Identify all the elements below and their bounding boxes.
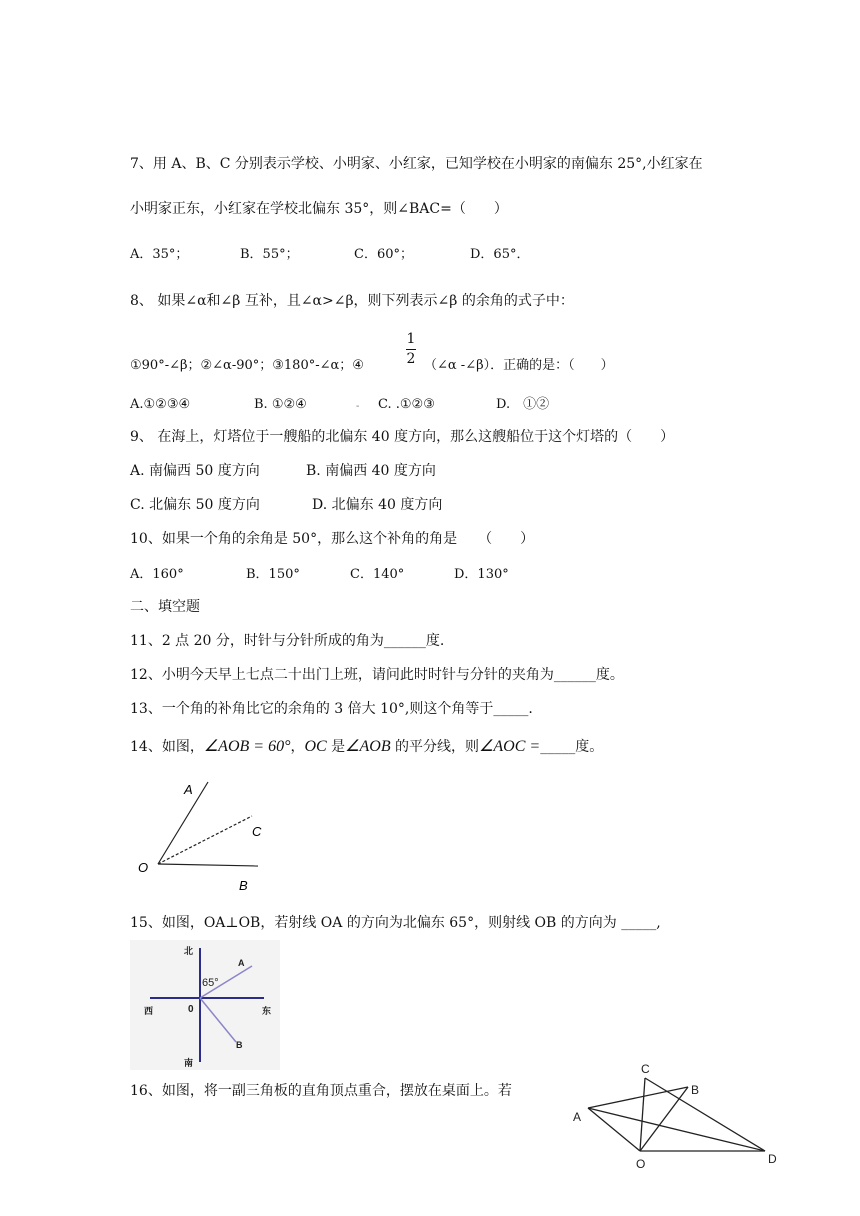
segment-cd — [645, 1078, 765, 1151]
segment-co — [640, 1078, 645, 1151]
label-a: A — [573, 1110, 582, 1124]
q9-line1: 9、 在海上，灯塔位于一艘船的北偏东 40 度方向，那么这艘船位于这个灯塔的（ ） — [130, 429, 675, 445]
label-angle: 65° — [202, 977, 219, 989]
q14-expr-oc: OC — [304, 738, 327, 755]
label-b: B — [239, 878, 248, 893]
q14-expr-aob: ∠AOB — [345, 738, 391, 755]
q8-frac-numerator: 1 — [406, 331, 416, 347]
q7-option-d: D．65°． — [470, 247, 530, 262]
q10-option-c: C．140° — [350, 567, 405, 582]
segment-ab — [588, 1087, 688, 1108]
q11-text: 11、2 点 20 分，时针与分针所成的角为______度. — [130, 633, 445, 649]
q9-option-a: A. 南偏西 50 度方向 — [130, 463, 260, 479]
q8-option-b: B. ①②④ — [254, 397, 307, 412]
q14-prefix: 14、如图， — [130, 739, 204, 755]
label-c: C — [641, 1062, 650, 1076]
q7-option-c: C．60°； — [354, 247, 413, 262]
q14-figure — [130, 772, 280, 897]
label-south: 南 — [184, 1058, 194, 1068]
segment-ob — [640, 1087, 688, 1151]
q14-end: _____度。 — [540, 739, 604, 755]
q14-line — [130, 738, 603, 756]
q7-option-a: A．35°； — [130, 247, 189, 262]
label-north: 北 — [184, 946, 194, 956]
q8-line2-a: ①90°-∠β；②∠α-90°；③180°-∠α；④ — [130, 358, 364, 373]
q10-option-a: A．160° — [130, 567, 184, 582]
label-o: O — [138, 860, 149, 875]
q7-line2: 小明家正东，小红家在学校北偏东 35°，则∠BAC=（ ） — [130, 201, 508, 217]
label-a: A — [238, 958, 245, 968]
q8-option-c: C. .①②③ — [378, 397, 435, 412]
q10-option-d: D．130° — [454, 567, 509, 582]
q8-line1: 8、 如果∠α和∠β 互补，且∠α>∠β，则下列表示∠β 的余角的式子中： — [130, 293, 574, 309]
label-b: B — [236, 1040, 243, 1050]
label-west: 西 — [144, 1006, 154, 1016]
q7-option-b: B．55°； — [240, 247, 299, 262]
q8-frac-denominator: 2 — [406, 351, 416, 367]
label-o: 0 — [188, 1004, 194, 1015]
q8-frac-bar — [406, 349, 416, 350]
q14-expr-aoc: ∠AOC = — [479, 738, 541, 755]
q14-comma: ， — [290, 739, 305, 755]
label-o: O — [636, 1157, 646, 1171]
label-a: A — [184, 782, 193, 797]
q15-text: 15、如图，OA⊥OB，若射线 OA 的方向为北偏东 65°，则射线 OB 的方向为 _____, — [130, 915, 661, 931]
q9-option-c: C. 北偏东 50 度方向 — [130, 497, 260, 513]
q9-option-b: B. 南偏西 40 度方向 — [306, 463, 436, 479]
q8-stray-mark: - — [356, 401, 360, 412]
q10-line1: 10、如果一个角的余角是 50°，那么这个补角的角是 （ ） — [130, 531, 535, 547]
q14-mid: 是 — [326, 739, 346, 755]
label-d: D — [768, 1152, 777, 1166]
q13-text: 13、一个角的补角比它的余角的 3 倍大 10°,则这个角等于_____. — [130, 701, 533, 717]
q8-option-a: A.①②③④ — [130, 397, 191, 412]
label-c: C — [252, 824, 262, 839]
q8-line2-b: （∠α -∠β）．正确的是：（ ） — [424, 358, 614, 373]
q14-tail: 的平分线，则 — [390, 739, 480, 755]
label-east: 东 — [262, 1006, 272, 1016]
q14-expr-angle-aob: ∠AOB = 60° — [203, 738, 291, 755]
ray-ob — [158, 864, 258, 866]
q15-figure — [130, 940, 280, 1070]
q7-line1: 7、用 A、B、C 分别表示学校、小明家、小红家，已知学校在小明家的南偏东 25°,小红家在 — [130, 156, 703, 172]
section-2-title: 二、填空题 — [130, 599, 200, 615]
q9-option-d: D. 北偏东 40 度方向 — [312, 497, 443, 513]
q16-figure — [565, 1058, 790, 1173]
q16-text: 16、如图，将一副三角板的直角顶点重合，摆放在桌面上。若 — [130, 1083, 512, 1099]
label-b: B — [691, 1083, 700, 1097]
q12-text: 12、小明今天早上七点二十出门上班，请问此时时针与分针的夹角为______度。 — [130, 667, 624, 683]
q8-option-d: D. ①② — [496, 397, 550, 412]
q10-option-b: B．150° — [246, 567, 300, 582]
